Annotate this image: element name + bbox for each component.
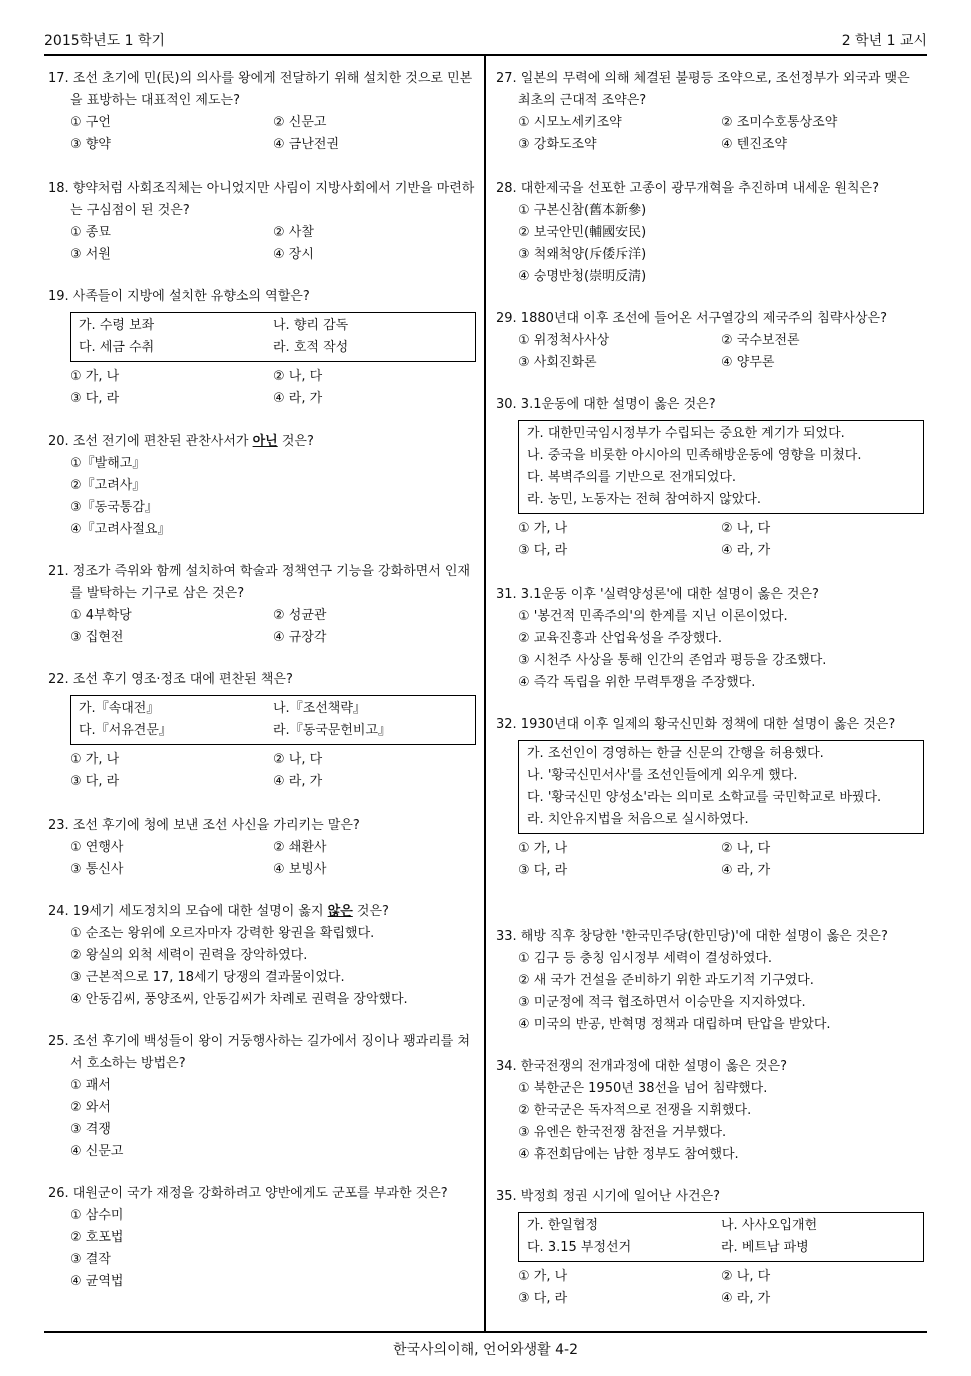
option-2[interactable]: ② 나, 다 bbox=[721, 521, 771, 536]
option-4[interactable]: ④ 휴전회담에는 남한 정부도 참여했다. bbox=[518, 1147, 739, 1162]
question-27 bbox=[496, 68, 924, 178]
question-32 bbox=[496, 714, 924, 926]
column-divider bbox=[484, 56, 486, 1331]
question-stem: 30. 3.1운동에 대한 설명이 옳은 것은? bbox=[496, 397, 716, 412]
option-1[interactable]: ① 괘서 bbox=[70, 1078, 111, 1093]
question-24 bbox=[48, 901, 476, 1031]
options bbox=[48, 923, 476, 1011]
statement-na: 나. '황국신민서사'를 조선인들에게 외우게 했다. bbox=[527, 768, 798, 783]
statement-da: 다.『서유견문』 bbox=[79, 723, 172, 738]
question-23 bbox=[48, 815, 476, 901]
question-stem: 33. 해방 직후 창당한 '한국민주당(한민당)'에 대한 설명이 옳은 것은? bbox=[496, 929, 888, 944]
statement-ra: 라. 치안유지법을 처음으로 실시하였다. bbox=[527, 812, 749, 827]
option-1[interactable]: ① 가, 나 bbox=[70, 752, 120, 767]
option-4[interactable]: ④ 라, 가 bbox=[273, 774, 323, 789]
header-semester: 2015학년도 1 학기 bbox=[44, 33, 166, 49]
option-4[interactable]: ④ 라, 가 bbox=[721, 543, 771, 558]
option-1[interactable]: ① 삼수미 bbox=[70, 1208, 124, 1223]
option-2[interactable]: ② 교육진흥과 산업육성을 주장했다. bbox=[518, 631, 722, 646]
option-4[interactable]: ④ 즉각 독립을 위한 무력투쟁을 주장했다. bbox=[518, 675, 756, 690]
option-4[interactable]: ④ 양무론 bbox=[721, 355, 775, 370]
stem-text: 20. 조선 전기에 편찬된 관찬사서가 bbox=[48, 434, 253, 449]
option-3[interactable]: ③ 향약 bbox=[70, 137, 111, 152]
statement-na: 나.『조선책략』 bbox=[273, 701, 366, 716]
statement-ga: 가. 대한민국임시정부가 수립되는 중요한 계기가 되었다. bbox=[527, 426, 845, 441]
question-stem: 26. 대원군이 국가 재정을 강화하려고 양반에게도 군포를 부과한 것은? bbox=[48, 1186, 448, 1201]
option-2[interactable]: ②『고려사』 bbox=[70, 478, 146, 493]
option-1[interactable]: ① 4부학당 bbox=[70, 608, 132, 623]
question-26 bbox=[48, 1183, 476, 1293]
option-1[interactable]: ①『발해고』 bbox=[70, 456, 146, 471]
option-1[interactable]: ① 구언 bbox=[70, 115, 111, 130]
statement-ra: 라. 베트남 파병 bbox=[721, 1240, 809, 1255]
option-4[interactable]: ④ 규장각 bbox=[273, 630, 327, 645]
option-3[interactable]: ③ 격쟁 bbox=[70, 1122, 111, 1137]
stem-text: 24. 19세기 세도정치의 모습에 대한 설명이 옳지 bbox=[48, 904, 328, 919]
option-3[interactable]: ③ 서원 bbox=[70, 247, 111, 262]
question-35 bbox=[496, 1186, 924, 1310]
option-1[interactable]: ① 김구 등 충칭 임시정부 세력이 결성하였다. bbox=[518, 951, 773, 966]
option-1[interactable]: ① 가, 나 bbox=[518, 521, 568, 536]
option-2[interactable]: ② 국수보전론 bbox=[721, 333, 800, 348]
option-1[interactable]: ① 시모노세키조약 bbox=[518, 115, 622, 130]
question-stem: 22. 조선 후기 영조·정조 대에 편찬된 책은? bbox=[48, 672, 293, 687]
option-4[interactable]: ④ 균역법 bbox=[70, 1274, 124, 1289]
option-3[interactable]: ③ 집현전 bbox=[70, 630, 124, 645]
left-column bbox=[48, 68, 476, 1293]
option-3[interactable]: ③ 유엔은 한국전쟁 참전을 거부했다. bbox=[518, 1125, 727, 1140]
question-stem: 35. 박정희 정권 시기에 일어난 사건은? bbox=[496, 1189, 721, 1204]
option-2[interactable]: ② 신문고 bbox=[273, 115, 327, 130]
option-2[interactable]: ② 와서 bbox=[70, 1100, 111, 1115]
statement-ra: 라. 농민, 노동자는 전혀 참여하지 않았다. bbox=[527, 492, 761, 507]
option-3[interactable]: ③ 다, 라 bbox=[70, 774, 120, 789]
option-2[interactable]: ② 호포법 bbox=[70, 1230, 124, 1245]
option-4[interactable]: ④『고려사절요』 bbox=[70, 522, 171, 537]
option-1[interactable]: ① 종묘 bbox=[70, 225, 111, 240]
option-4[interactable]: ④ 장시 bbox=[273, 247, 314, 262]
option-3[interactable]: ③ 다, 라 bbox=[518, 543, 568, 558]
statement-ga: 가.『속대전』 bbox=[79, 701, 160, 716]
options bbox=[496, 1078, 924, 1166]
question-25 bbox=[48, 1031, 476, 1183]
statement-da: 다. 세금 수취 bbox=[79, 340, 155, 355]
question-22 bbox=[48, 669, 476, 815]
option-4[interactable]: ④ 금난전권 bbox=[273, 137, 340, 152]
option-3[interactable]: ③ 미군정에 적극 협조하면서 이승만을 지지하였다. bbox=[518, 995, 806, 1010]
question-34 bbox=[496, 1056, 924, 1186]
option-4[interactable]: ④ 숭명반청(崇明反淸) bbox=[518, 269, 647, 284]
stem-text-end: 것은? bbox=[277, 434, 314, 449]
option-4[interactable]: ④ 보빙사 bbox=[273, 862, 327, 877]
option-1[interactable]: ① 가, 나 bbox=[518, 841, 568, 856]
question-stem bbox=[48, 901, 476, 923]
option-2[interactable]: ② 사찰 bbox=[273, 225, 314, 240]
option-2[interactable]: ② 쇄환사 bbox=[273, 840, 327, 855]
question-stem: 29. 1880년대 이후 조선에 들어온 서구열강의 제국주의 침략사상은? bbox=[496, 311, 887, 326]
statement-ga: 가. 조선인이 경영하는 한글 신문의 간행을 허용했다. bbox=[527, 746, 824, 761]
statement-na: 나. 사사오입개헌 bbox=[721, 1218, 818, 1233]
statement-box bbox=[70, 695, 476, 745]
question-stem: 32. 1930년대 이후 일제의 황국신민화 정책에 대한 설명이 옳은 것은? bbox=[496, 717, 896, 732]
question-stem: 18. 향약처럼 사회조직체는 아니었지만 사림이 지방사회에서 기반을 마련하는 구심점이 된 것은? bbox=[48, 181, 475, 218]
statement-da: 다. '황국신민 양성소'라는 의미로 소학교를 국민학교로 바꿨다. bbox=[527, 790, 882, 805]
option-4[interactable]: ④ 텐진조약 bbox=[721, 137, 788, 152]
options bbox=[48, 1205, 476, 1293]
question-19 bbox=[48, 286, 476, 431]
options bbox=[496, 1266, 924, 1310]
option-2[interactable]: ② 성균관 bbox=[273, 608, 327, 623]
page-footer: 한국사의이해, 언어와생활 4-2 bbox=[393, 1342, 578, 1358]
options bbox=[48, 837, 476, 881]
question-stem: 34. 한국전쟁의 전개과정에 대한 설명이 옳은 것은? bbox=[496, 1059, 787, 1074]
option-4[interactable]: ④ 라, 가 bbox=[273, 391, 323, 406]
option-2[interactable]: ② 새 국가 건설을 준비하기 위한 과도기적 기구였다. bbox=[518, 973, 814, 988]
statement-box bbox=[70, 312, 476, 362]
option-1[interactable]: ① 가, 나 bbox=[518, 1269, 568, 1284]
option-2[interactable]: ② 나, 다 bbox=[273, 369, 323, 384]
option-3[interactable]: ③ 강화도조약 bbox=[518, 137, 597, 152]
question-18 bbox=[48, 178, 476, 286]
question-stem: 28. 대한제국을 선포한 고종이 광무개혁을 추진하며 내세운 원칙은? bbox=[496, 181, 880, 196]
question-29 bbox=[496, 308, 924, 394]
stem-emphasis: 아닌 bbox=[252, 434, 278, 449]
bottom-rule bbox=[44, 1331, 927, 1333]
option-3[interactable]: ③ 사회진화론 bbox=[518, 355, 597, 370]
options bbox=[496, 200, 924, 288]
statement-ra: 라.『동국문헌비고』 bbox=[273, 723, 392, 738]
statement-box bbox=[518, 420, 924, 514]
option-1[interactable]: ① 연행사 bbox=[70, 840, 124, 855]
question-31 bbox=[496, 584, 924, 714]
options bbox=[48, 749, 476, 793]
option-3[interactable]: ③ 다, 라 bbox=[518, 863, 568, 878]
option-1[interactable]: ① 가, 나 bbox=[70, 369, 120, 384]
option-4[interactable]: ④ 신문고 bbox=[70, 1144, 124, 1159]
question-20 bbox=[48, 431, 476, 561]
option-2[interactable]: ② 나, 다 bbox=[721, 841, 771, 856]
question-17 bbox=[48, 68, 476, 178]
option-3[interactable]: ③ 결작 bbox=[70, 1252, 111, 1267]
option-1[interactable]: ① '봉건적 민족주의'의 한계를 지닌 이론이었다. bbox=[518, 609, 788, 624]
option-2[interactable]: ② 나, 다 bbox=[721, 1269, 771, 1284]
option-4[interactable]: ④ 안동김씨, 풍양조씨, 안동김씨가 차례로 권력을 장악했다. bbox=[70, 992, 408, 1007]
options bbox=[496, 112, 924, 156]
statement-da: 다. 3.15 부정선거 bbox=[527, 1240, 632, 1255]
question-33 bbox=[496, 926, 924, 1056]
options bbox=[496, 518, 924, 562]
option-3[interactable]: ③ 척왜척양(斥倭斥洋) bbox=[518, 247, 647, 262]
statement-da: 다. 복벽주의를 기반으로 전개되었다. bbox=[527, 470, 737, 485]
options bbox=[496, 948, 924, 1036]
option-3[interactable]: ③ 시천주 사상을 통해 인간의 존엄과 평등을 강조했다. bbox=[518, 653, 827, 668]
option-3[interactable]: ③ 근본적으로 17, 18세기 당쟁의 결과물이었다. bbox=[70, 970, 345, 985]
question-28 bbox=[496, 178, 924, 308]
statement-box bbox=[518, 1212, 924, 1262]
statement-na: 나. 중국을 비롯한 아시아의 민족해방운동에 영향을 미쳤다. bbox=[527, 448, 862, 463]
option-3[interactable]: ③ 다, 라 bbox=[70, 391, 120, 406]
question-stem: 21. 정조가 즉위와 함께 설치하여 학술과 정책연구 기능을 강화하면서 인재를 발탁하는 기구로 삼은 것은? bbox=[48, 564, 471, 601]
option-2[interactable]: ② 한국군은 독자적으로 전쟁을 지휘했다. bbox=[518, 1103, 752, 1118]
stem-text-end: 것은? bbox=[352, 904, 389, 919]
options bbox=[496, 838, 924, 882]
option-3[interactable]: ③ 다, 라 bbox=[518, 1291, 568, 1306]
option-1[interactable]: ① 구본신참(舊本新參) bbox=[518, 203, 647, 218]
question-30 bbox=[496, 394, 924, 584]
question-stem: 25. 조선 후기에 백성들이 왕이 거둥행사하는 길가에서 징이나 꽹과리를 쳐서 호소하는 방법은? bbox=[48, 1034, 471, 1071]
stem-emphasis: 않은 bbox=[327, 904, 353, 919]
option-4[interactable]: ④ 라, 가 bbox=[721, 1291, 771, 1306]
right-column bbox=[496, 68, 924, 1310]
statement-ga: 가. 수령 보좌 bbox=[79, 318, 155, 333]
options bbox=[48, 453, 476, 541]
option-2[interactable]: ② 보국안민(輔國安民) bbox=[518, 225, 647, 240]
option-1[interactable]: ① 순조는 왕위에 오르자마자 강력한 왕권을 확립했다. bbox=[70, 926, 375, 941]
option-3[interactable]: ③ 통신사 bbox=[70, 862, 124, 877]
options bbox=[48, 222, 476, 266]
option-2[interactable]: ② 조미수호통상조약 bbox=[721, 115, 838, 130]
statement-ra: 라. 호적 작성 bbox=[273, 340, 349, 355]
question-stem: 23. 조선 후기에 청에 보낸 조선 사신을 가리키는 말은? bbox=[48, 818, 360, 833]
header-grade-period: 2 학년 1 교시 bbox=[841, 33, 927, 49]
question-stem: 27. 일본의 무력에 의해 체결된 불평등 조약으로, 조선정부가 외국과 맺은 최초의 근대적 조약은? bbox=[496, 71, 910, 108]
option-4[interactable]: ④ 라, 가 bbox=[721, 863, 771, 878]
options bbox=[48, 605, 476, 649]
option-4[interactable]: ④ 미국의 반공, 반혁명 정책과 대립하며 탄압을 받았다. bbox=[518, 1017, 831, 1032]
option-2[interactable]: ② 왕실의 외척 세력이 권력을 장악하였다. bbox=[70, 948, 308, 963]
question-21 bbox=[48, 561, 476, 669]
option-2[interactable]: ② 나, 다 bbox=[273, 752, 323, 767]
statement-na: 나. 향리 감독 bbox=[273, 318, 349, 333]
options bbox=[496, 606, 924, 694]
options bbox=[48, 112, 476, 156]
statement-box bbox=[518, 740, 924, 834]
question-stem: 19. 사족들이 지방에 설치한 유향소의 역할은? bbox=[48, 289, 310, 304]
question-stem: 17. 조선 초기에 민(民)의 의사를 왕에게 전달하기 위해 설치한 것으로 민본을 표방하는 대표적인 제도는? bbox=[48, 71, 473, 108]
option-3[interactable]: ③『동국통감』 bbox=[70, 500, 158, 515]
question-stem: 31. 3.1운동 이후 '실력양성론'에 대한 설명이 옳은 것은? bbox=[496, 587, 819, 602]
statement-ga: 가. 한일협정 bbox=[527, 1218, 599, 1233]
options bbox=[48, 1075, 476, 1163]
option-1[interactable]: ① 북한군은 1950년 38선을 넘어 침략했다. bbox=[518, 1081, 768, 1096]
options bbox=[496, 330, 924, 374]
options bbox=[48, 366, 476, 410]
option-1[interactable]: ① 위정척사사상 bbox=[518, 333, 610, 348]
question-stem bbox=[48, 431, 476, 453]
